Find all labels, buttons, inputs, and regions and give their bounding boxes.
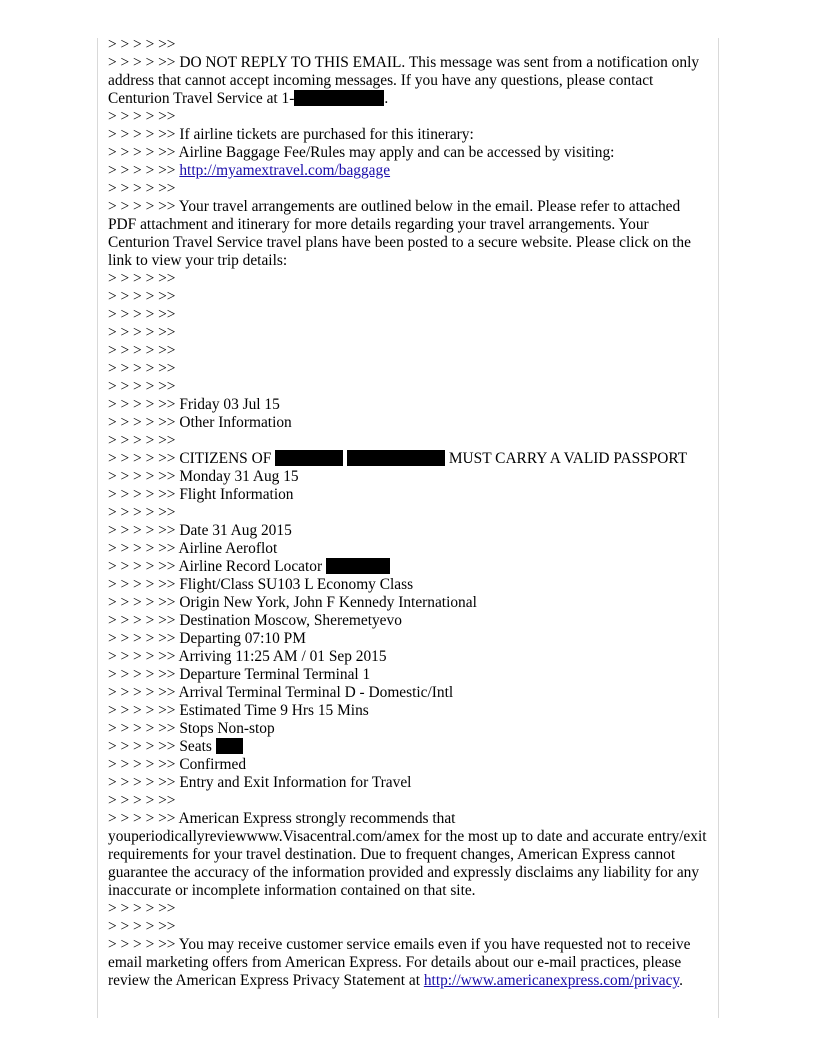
- right-border-line: [718, 38, 719, 1018]
- quote-line: > > > > >>: [108, 900, 176, 917]
- date-header: > > > > >> Friday 03 Jul 15: [108, 396, 280, 413]
- quote-line: > > > > >>: [108, 324, 176, 341]
- quote-line: > > > > >>: [108, 792, 176, 809]
- redacted-phone-number: [294, 90, 384, 106]
- other-info-header: > > > > >> Other Information: [108, 414, 292, 431]
- quote-line: > > > > >>: [108, 270, 176, 287]
- baggage-rules-line: > > > > >> Airline Baggage Fee/Rules may apply and can be accessed by visiting:: [108, 144, 615, 161]
- entry-exit-header: > > > > >> Entry and Exit Information for Travel: [108, 774, 412, 791]
- flight-seats: > > > > >> Seats: [108, 738, 712, 756]
- quote-line: > > > > >>: [108, 504, 176, 521]
- flight-record-locator: > > > > >> Airline Record Locator: [108, 558, 712, 576]
- quote-line: > > > > >>: [108, 918, 176, 935]
- flight-info-header: > > > > >> Flight Information: [108, 486, 294, 503]
- no-reply-notice: > > > > >> DO NOT REPLY TO THIS EMAIL. This message was sent from a notification only address that cannot accept incoming messages. If you have any questions, please contact Centurion Travel Service at 1- .: [108, 54, 700, 107]
- flight-arrival-terminal: > > > > >> Arrival Terminal Terminal D - Domestic/Intl: [108, 684, 454, 701]
- flight-class: > > > > >> Flight/Class SU103 L Economy Class: [108, 576, 414, 593]
- date-header: > > > > >> Monday 31 Aug 15: [108, 468, 299, 485]
- passport-notice: > > > > >> CITIZENS OF MUST CARRY A VALID PASSPORT: [108, 450, 688, 467]
- flight-departing: > > > > >> Departing 07:10 PM: [108, 630, 306, 647]
- flight-destination: > > > > >> Destination Moscow, Sheremetyevo: [108, 612, 402, 629]
- privacy-link[interactable]: http://www.americanexpress.com/privacy: [423, 972, 680, 989]
- quote-line: > > > > >>: [108, 378, 176, 395]
- baggage-link-line: > > > > >> http://myamextravel.com/baggage: [108, 162, 391, 179]
- quote-line: > > > > >>: [108, 108, 176, 125]
- email-body: [108, 36, 712, 990]
- redacted-country-2: [347, 450, 445, 466]
- redacted-country-1: [275, 450, 343, 466]
- flight-airline: > > > > >> Airline Aeroflot: [108, 540, 278, 557]
- flight-status: > > > > >> Confirmed: [108, 756, 247, 773]
- quote-line: > > > > >>: [108, 342, 176, 359]
- customer-service-paragraph: > > > > >> You may receive customer service emails even if you have requested not to receive email marketing offers from American Express. For details about our e-mail practices, please review the American Express Privacy Statement at http://www.americanexpress.com/privacy.: [108, 936, 691, 989]
- redacted-record-locator: [326, 558, 390, 574]
- flight-arriving: > > > > >> Arriving 11:25 AM / 01 Sep 2015: [108, 648, 387, 665]
- flight-date: > > > > >> Date 31 Aug 2015: [108, 522, 292, 539]
- quote-line: > > > > >>: [108, 180, 176, 197]
- quote-line: > > > > >>: [108, 36, 176, 53]
- quote-line: > > > > >>: [108, 306, 176, 323]
- flight-origin: > > > > >> Origin New York, John F Kennedy International: [108, 594, 477, 611]
- flight-stops: > > > > >> Stops Non-stop: [108, 720, 275, 737]
- quote-line: > > > > >>: [108, 288, 176, 305]
- baggage-link[interactable]: http://myamextravel.com/baggage: [179, 162, 391, 179]
- flight-estimated-time: > > > > >> Estimated Time 9 Hrs 15 Mins: [108, 702, 369, 719]
- airline-tickets-line: > > > > >> If airline tickets are purchased for this itinerary:: [108, 126, 474, 143]
- flight-departure-terminal: > > > > >> Departure Terminal Terminal 1: [108, 666, 371, 683]
- amex-recommendation-paragraph: > > > > >> American Express strongly recommends that youperiodicallyreviewwww.Visacentral.com/amex for the most up to date and accurate entry/exit requirements for your travel destination. Due to frequent changes, American Express cannot guarantee the accuracy of the information provided and expressly disclaims any liability for any inaccurate or incomplete information contained on that site.: [108, 810, 707, 899]
- travel-arrangements-paragraph: > > > > >> Your travel arrangements are outlined below in the email. Please refer to attached PDF attachment and itinerary for more details regarding your travel arrangements. Your Centurion Travel Service travel plans have been posted to a secure website. Please click on the link to view your trip details:: [108, 198, 691, 269]
- left-border-line: [97, 38, 98, 1018]
- redacted-seat: [216, 738, 243, 754]
- quote-line: > > > > >>: [108, 432, 176, 449]
- quote-line: > > > > >>: [108, 360, 176, 377]
